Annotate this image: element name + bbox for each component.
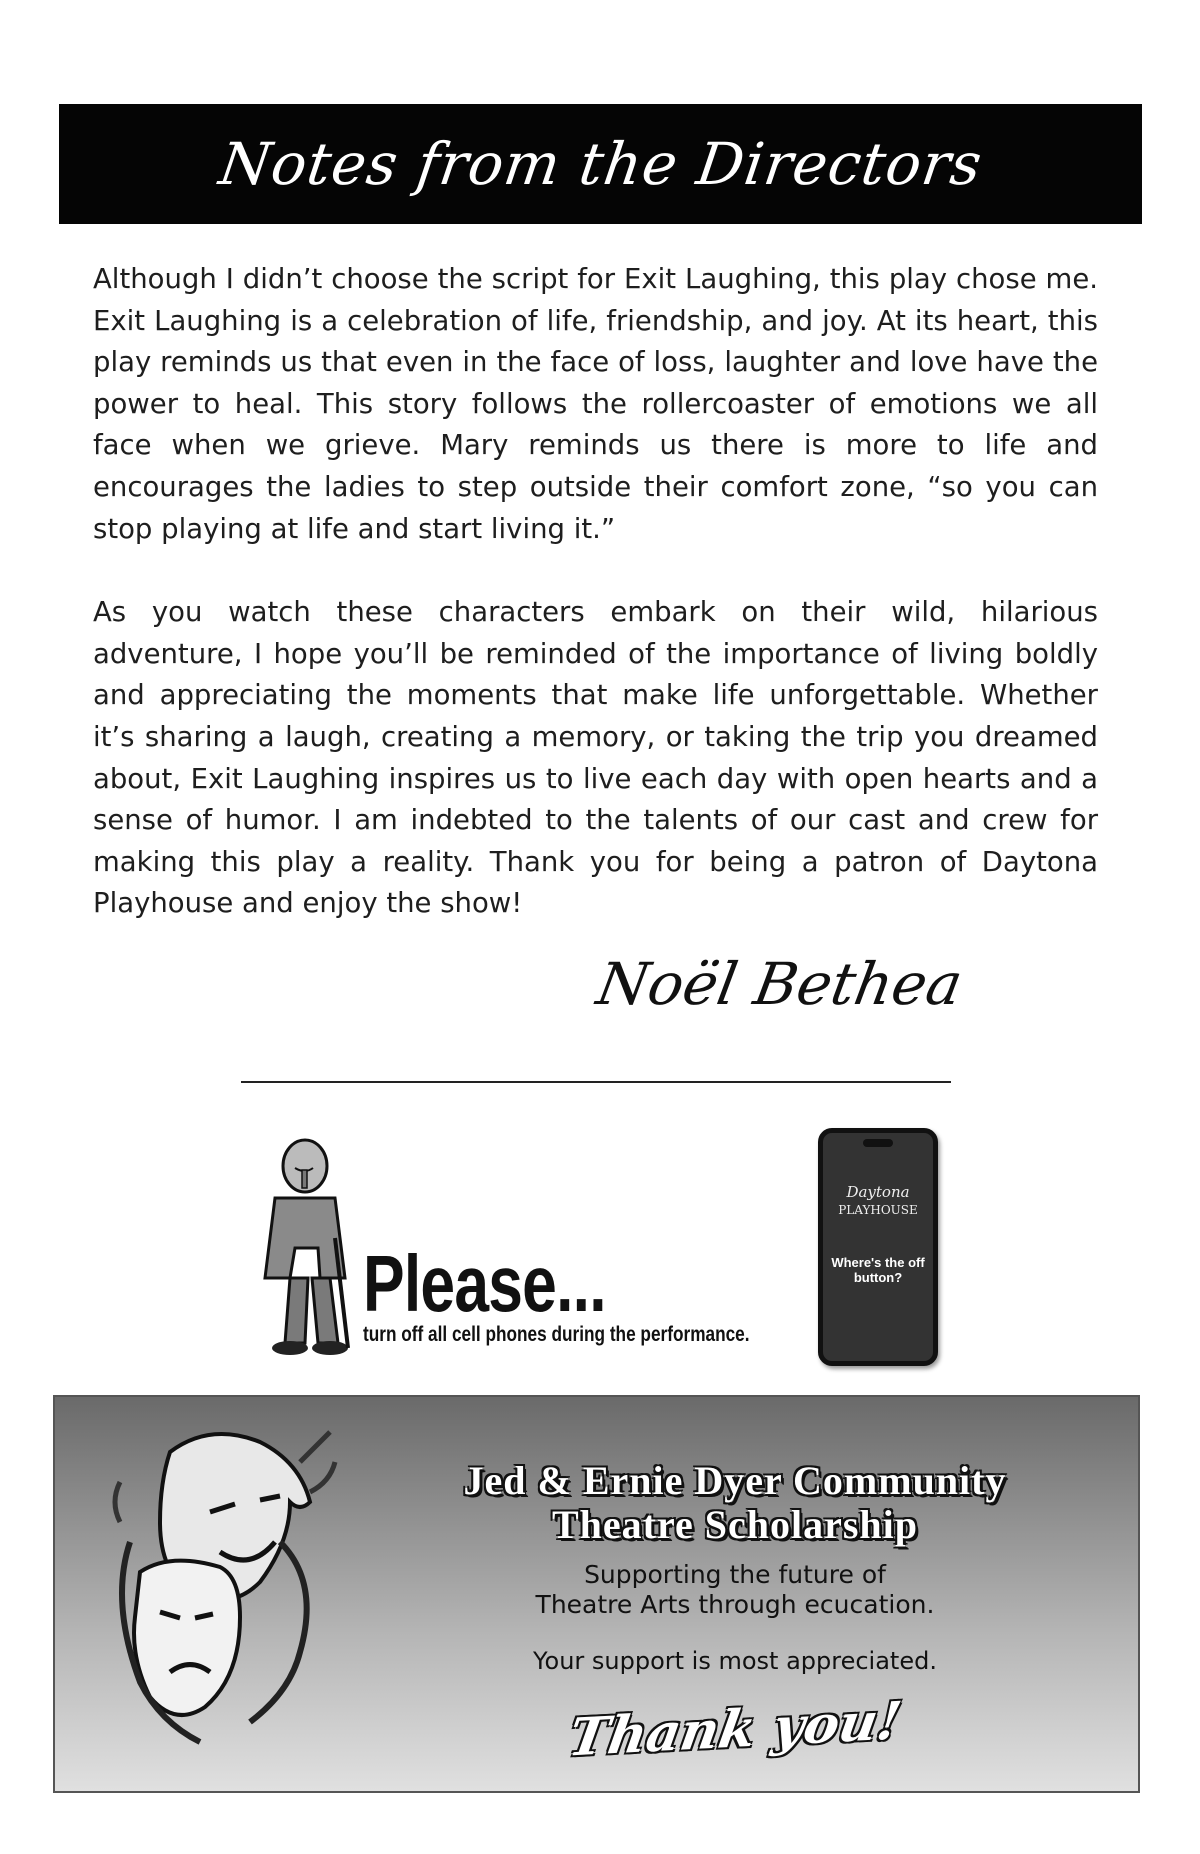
thank-you-text: Thank you! <box>564 1690 906 1769</box>
scholarship-tagline-2: Theatre Arts through ecucation. <box>535 1590 935 1619</box>
scholarship-tagline-1: Supporting the future of <box>584 1560 886 1589</box>
please-subline: turn off all cell phones during the performance. <box>363 1323 750 1346</box>
page-title: Notes from the Directors <box>214 130 987 198</box>
phone-illustration <box>818 1128 938 1366</box>
cell-phone-notice <box>250 1128 950 1360</box>
scholarship-title-line2: Theatre Scholarship <box>551 1502 919 1547</box>
scholarship-title <box>385 1459 1085 1547</box>
directors-notes <box>93 259 1098 967</box>
phone-notch <box>863 1139 893 1147</box>
director-signature: Noël Bethea <box>592 950 968 1018</box>
title-bar <box>59 104 1142 224</box>
theatre-masks-icon <box>110 1422 340 1762</box>
scholarship-title-line1: Jed & Ernie Dyer Community <box>463 1458 1007 1503</box>
notes-paragraph-1: Although I didn’t choose the script for Exit Laughing, this play chose me. Exit Laughing is a celebration of life, friendship, and joy. At its heart, this play reminds us that even in the face of loss, laughter and love have the power to heal. This story follows the rollercoaster of emotions we all face when we grieve. Mary reminds us there is more to life and encourages the ladies to step outside their comfort zone, “so you can stop playing at life and start living it.” <box>93 263 1098 545</box>
phone-question: Where's the off button? <box>831 1255 925 1285</box>
section-divider <box>241 1081 951 1083</box>
scholarship-banner <box>53 1395 1140 1793</box>
scholarship-support: Your support is most appreciated. <box>533 1647 937 1675</box>
shushing-man-icon <box>250 1128 360 1360</box>
phone-brand-line2: PLAYHOUSE <box>838 1203 918 1217</box>
please-headline: Please... <box>363 1239 606 1328</box>
notes-paragraph-2: As you watch these characters embark on their wild, hilarious adventure, I hope you’ll be reminded of the importance of living boldly and appreciating the moments that make life unforgettable. Whether it’s sharing a laugh, creating a memory, or taking the trip you dreamed about, Exit Laughing inspires us to live each day with open hearts and a sense of humor. I am indebted to the talents of our cast and crew for making this play a reality. Thank you for being a patron of Daytona Playhouse and enjoy the show! <box>93 596 1098 920</box>
phone-brand-line1: Daytona <box>846 1183 910 1201</box>
